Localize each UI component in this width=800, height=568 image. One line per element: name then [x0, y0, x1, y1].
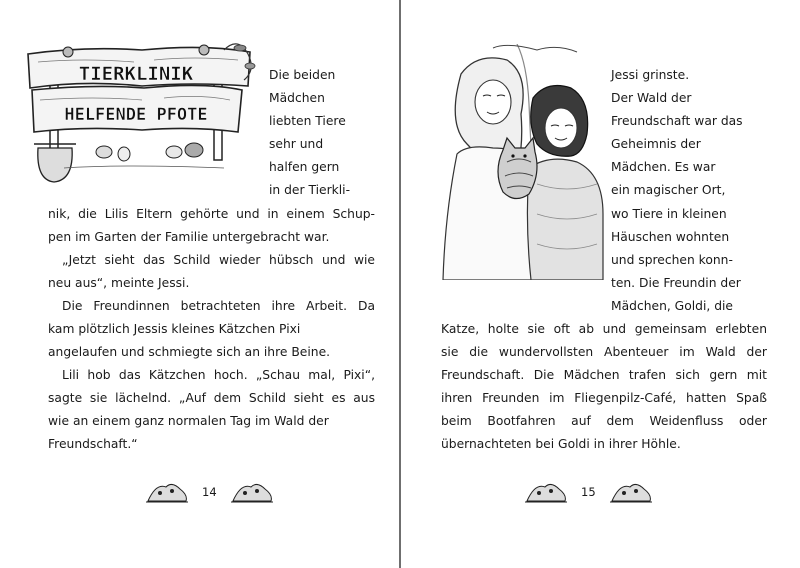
body-line-6: übernachteten bei Goldi in ihrer Höhle. [441, 437, 681, 451]
clinic-sign-illustration [24, 40, 260, 190]
wrapped-line-6: in der Tierkli- [269, 183, 351, 197]
body-line-3: „Jetzt sieht das Schild wieder hübsch und wie [62, 253, 375, 267]
wrapped-line-1: Die beiden [269, 68, 336, 82]
right-page [401, 0, 800, 568]
wrapped-line-5: Mädchen. Es war [611, 160, 716, 174]
mushroom-ornament-icon [146, 481, 188, 503]
wrapped-line-4: Geheimnis der [611, 137, 701, 151]
mushroom-ornament-icon [525, 481, 567, 503]
wrapped-line-3: liebten Tiere [269, 114, 346, 128]
body-line-3: Freundschaft. Die Mädchen trafen sich gern mit [441, 368, 767, 382]
mushroom-ornament-icon [231, 481, 273, 503]
body-line-1: nik, die Lilis Eltern gehörte und in einem Schup- [48, 207, 375, 221]
body-line-4: neu aus“, meinte Jessi. [48, 276, 190, 290]
wrapped-line-8: Häuschen wohnten [611, 230, 730, 244]
right-footer [525, 480, 652, 504]
body-line-10: wie an einem ganz normalen Tag im Wald der [48, 414, 329, 428]
wrapped-line-5: halfen gern [269, 160, 340, 174]
wrapped-line-9: und sprechen konn- [611, 253, 733, 267]
wrapped-line-7: wo Tiere in kleinen [611, 207, 727, 221]
wrapped-line-3: Freundschaft war das [611, 114, 743, 128]
sign-line-2: HELFENDE PFOTE [64, 105, 208, 125]
wrapped-line-6: ein magischer Ort, [611, 183, 726, 197]
wrapped-line-11: Mädchen, Goldi, die [611, 299, 733, 313]
body-line-2: sie die wundervollsten Abenteuer im Wald der [441, 345, 767, 359]
mushroom-ornament-icon [610, 481, 652, 503]
page-number: 14 [202, 485, 217, 499]
wrapped-line-1: Jessi grinste. [611, 68, 690, 82]
left-page [0, 0, 399, 568]
body-line-1: Katze, holte sie oft ab und gemeinsam erlebten [441, 322, 767, 336]
left-footer [146, 480, 273, 504]
girls-with-kitten-illustration [437, 44, 607, 280]
body-line-6: kam plötzlich Jessis kleines Kätzchen Pixi [48, 322, 301, 336]
sign-line-1: TIERKLINIK [78, 63, 194, 85]
body-line-9: sagte sie lächelnd. „Auf dem Schild sieht es aus [48, 391, 375, 405]
body-line-2: pen im Garten der Familie untergebracht war. [48, 230, 330, 244]
page-number: 15 [581, 485, 596, 499]
body-line-4: ihren Freunden im Fliegenpilz-Café, hatten Spaß [441, 391, 767, 405]
wrapped-line-4: sehr und [269, 137, 324, 151]
body-line-11: Freundschaft.“ [48, 437, 138, 451]
body-line-8: Lili hob das Kätzchen hoch. „Schau mal, Pixi“, [62, 368, 375, 382]
wrapped-line-2: Der Wald der [611, 91, 692, 105]
wrapped-line-10: ten. Die Freundin der [611, 276, 741, 290]
body-line-5: beim Bootfahren auf dem Weidenfluss oder [441, 414, 767, 428]
body-line-5: Die Freundinnen betrachteten ihre Arbeit. Da [62, 299, 375, 313]
body-line-7: angelaufen und schmiegte sich an ihre Beine. [48, 345, 331, 359]
wrapped-line-2: Mädchen [269, 91, 325, 105]
